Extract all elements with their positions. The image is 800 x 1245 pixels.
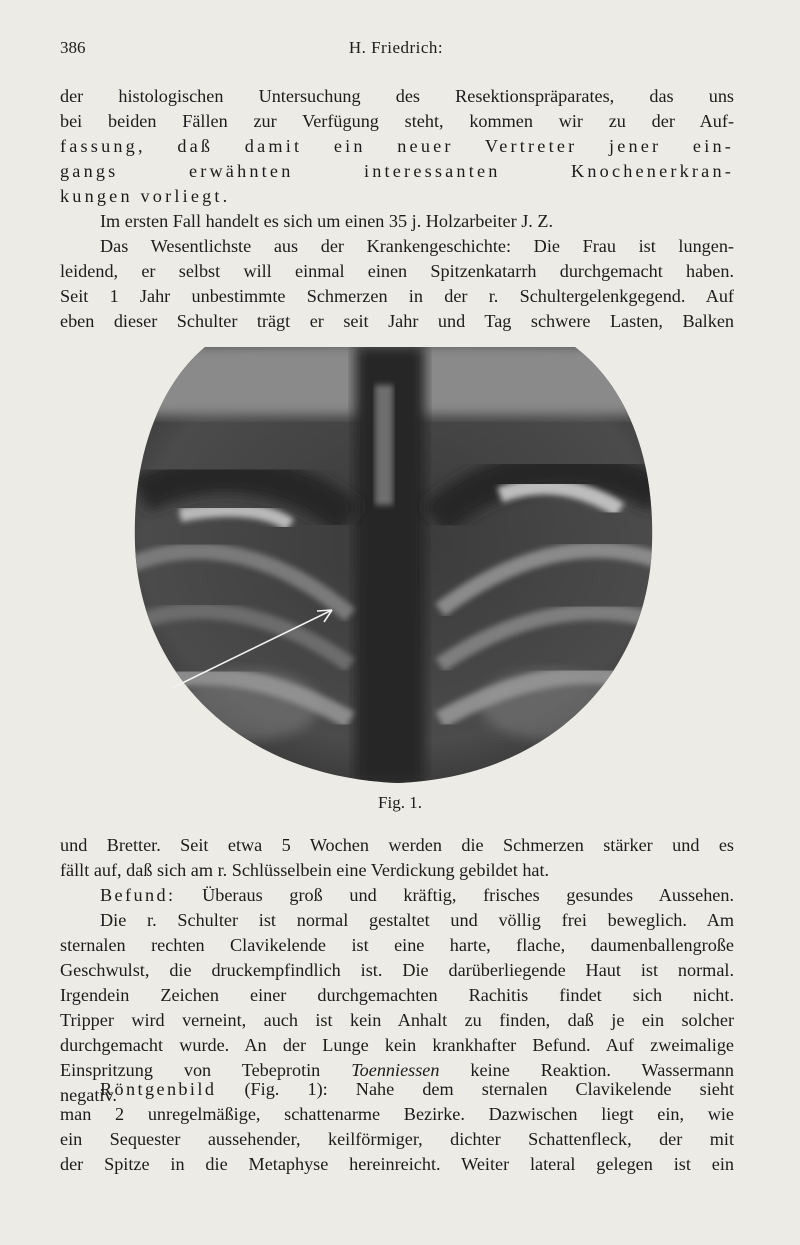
text-line: kungen vorliegt.	[60, 186, 231, 206]
text-line: Geschwulst, die druckempfindlich ist. Die darüberliegende Haut ist normal.	[60, 960, 734, 980]
text-line	[60, 883, 734, 908]
paragraph-befund	[60, 883, 734, 1108]
text-span: (Fig. 1): Nahe dem sternalen Clavikelende sieht	[244, 1079, 734, 1099]
text-line: Das Wesentlichste aus der Krankengeschichte: Die Frau ist lungen-	[100, 236, 734, 256]
text-line: Seit 1 Jahr unbestimmte Schmerzen in der r. Schultergelenkgegend. Auf	[60, 286, 734, 306]
paragraph-roentgen	[60, 1077, 734, 1177]
text-line	[60, 1077, 734, 1102]
text-line: Im ersten Fall handelt es sich um einen 35 j. Holzarbeiter J. Z.	[100, 211, 554, 231]
text-span: Überaus groß und kräftig, frisches gesundes Aussehen.	[202, 885, 735, 905]
text-line: man 2 unregelmäßige, schattenarme Bezirke. Dazwischen liegt ein, wie	[60, 1104, 734, 1124]
figure-caption: Fig. 1.	[378, 793, 422, 812]
author-name: Toenniessen	[351, 1060, 440, 1080]
text-line: negativ.	[60, 1085, 117, 1105]
page-number: 386	[60, 38, 86, 57]
text-line: Tripper wird verneint, auch ist kein Anhalt zu finden, daß je ein solcher	[60, 1010, 734, 1030]
text-line: leidend, er selbst will einmal einen Spitzenkatarrh durchgemacht haben.	[60, 261, 734, 281]
xray-figure	[120, 345, 680, 785]
text-line: fassung, daß damit ein neuer Vertreter jener ein-	[60, 136, 734, 156]
running-title: H. Friedrich:	[348, 38, 444, 57]
text-line: bei beiden Fällen zur Verfügung steht, kommen wir zu der Auf-	[60, 111, 734, 131]
text-line: Irgendein Zeichen einer durchgemachten Rachitis findet sich nicht.	[60, 985, 734, 1005]
paragraph-case	[60, 209, 734, 334]
text-line: eben dieser Schulter trägt er seit Jahr und Tag schwere Lasten, Balken	[60, 311, 734, 331]
running-header	[60, 38, 732, 60]
text-line: durchgemacht wurde. An der Lunge kein krankhafter Befund. Auf zweimalige	[60, 1035, 734, 1055]
section-label-befund: Befund:	[100, 885, 176, 905]
text-line: sternalen rechten Clavikelende ist eine harte, flache, daumenballengroße	[60, 935, 734, 955]
text-line: Die r. Schulter ist normal gestaltet und völlig frei beweglich. Am	[100, 910, 734, 930]
text-line: und Bretter. Seit etwa 5 Wochen werden die Schmerzen stärker und es	[60, 835, 734, 855]
text-line: gangs erwähnten interessanten Knochenerkran-	[60, 161, 734, 181]
paragraph-continuation	[60, 833, 734, 883]
paragraph-intro	[60, 84, 734, 209]
text-line: ein Sequester aussehender, keilförmiger, dichter Schattenfleck, der mit	[60, 1129, 734, 1149]
text-line: der Spitze in die Metaphyse hereinreicht. Weiter lateral gelegen ist ein	[60, 1154, 734, 1174]
xray-image	[120, 345, 680, 785]
text-line: fällt auf, daß sich am r. Schlüsselbein eine Verdickung gebildet hat.	[60, 860, 550, 880]
section-label-roentgen: Röntgenbild	[100, 1079, 217, 1099]
text-line: der histologischen Untersuchung des Resektionspräparates, das uns	[60, 86, 734, 106]
text-span: Einspritzung von Tebeprotin	[60, 1060, 321, 1080]
text-span: keine Reaktion. Wassermann	[470, 1060, 735, 1080]
